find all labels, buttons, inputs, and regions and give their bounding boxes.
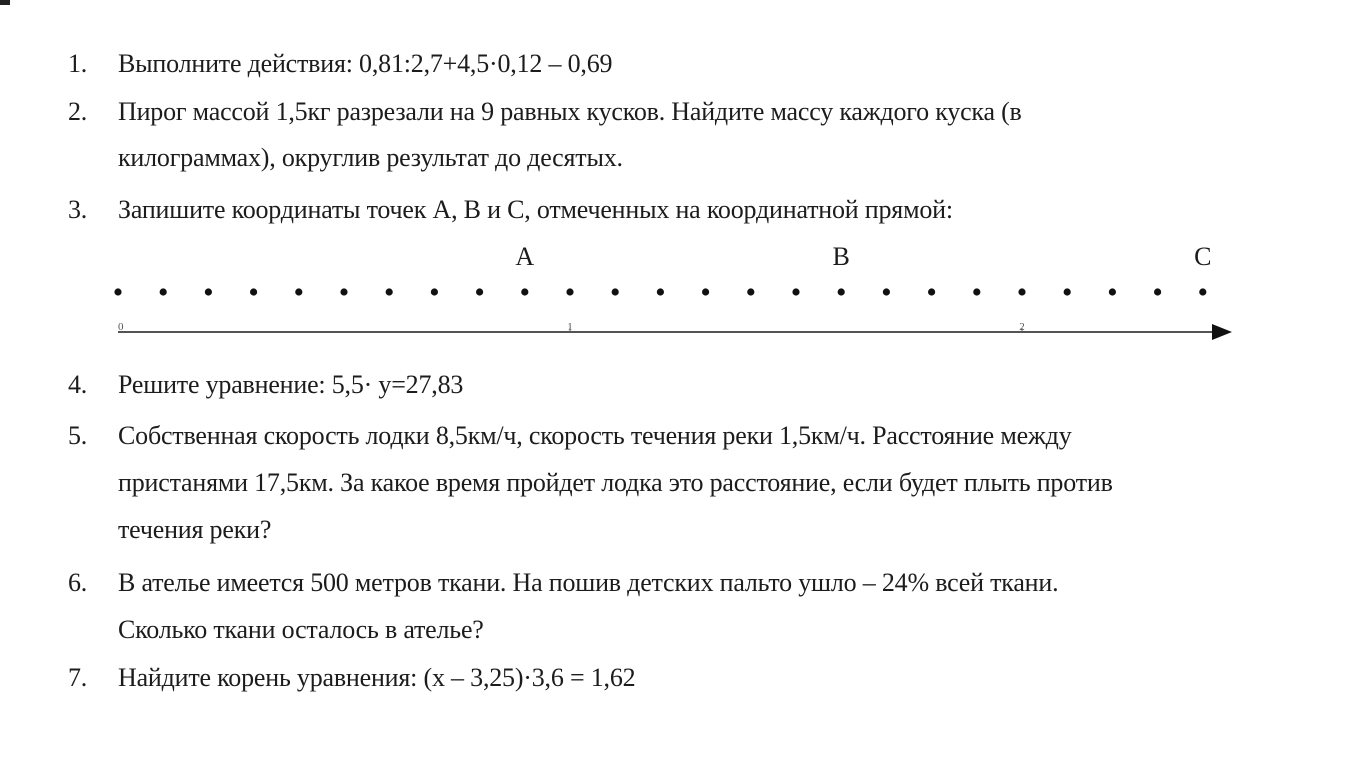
- unit-dot: [205, 288, 212, 295]
- task-2-line-1: Пирог массой 1,5кг разрезали на 9 равных кусков. Найдите массу каждого куска (в: [118, 97, 1022, 126]
- task-6-line-2: Сколько ткани осталось в ателье?: [118, 615, 484, 644]
- task-6-line-1: В ателье имеется 500 метров ткани. На пошив детских пальто ушло – 24% всей ткани.: [118, 568, 1059, 597]
- unit-dot: [566, 288, 573, 295]
- point-label-b: B: [832, 242, 850, 271]
- task-7-line-1: Найдите корень уравнения: (x – 3,25)·3,6 = 1,62: [118, 663, 636, 692]
- task-5-number: 5.: [68, 421, 88, 450]
- task-2-line-2: килограммах), округлив результат до десятых.: [118, 143, 623, 172]
- unit-dot: [702, 288, 709, 295]
- unit-dot: [340, 288, 347, 295]
- axis-arrow-icon: [1212, 324, 1232, 340]
- task-5-line-2: пристанями 17,5км. За какое время пройдет лодка это расстояние, если будет плыть против: [118, 468, 1113, 497]
- unit-dot: [883, 288, 890, 295]
- tick-label: 0: [118, 321, 124, 333]
- task-5-line-3: течения реки?: [118, 515, 272, 544]
- unit-dot: [1199, 288, 1206, 295]
- task-2-number: 2.: [68, 97, 88, 126]
- unit-dot: [1018, 288, 1025, 295]
- unit-dot: [114, 288, 121, 295]
- task-5-line-1: Собственная скорость лодки 8,5км/ч, скорость течения реки 1,5км/ч. Расстояние между: [118, 421, 1072, 450]
- unit-dot: [1064, 288, 1071, 295]
- unit-dot: [838, 288, 845, 295]
- task-3-line-1: Запишите координаты точек A, B и C, отмеченных на координатной прямой:: [118, 195, 953, 224]
- unit-dot: [792, 288, 799, 295]
- unit-dot: [476, 288, 483, 295]
- unit-dot: [973, 288, 980, 295]
- task-1-number: 1.: [68, 49, 88, 78]
- coordinate-line-figure: [100, 238, 1250, 356]
- unit-dot: [295, 288, 302, 295]
- task-1-line-1: Выполните действия: 0,81:2,7+4,5·0,12 – 0,69: [118, 49, 613, 78]
- point-label-a: A: [515, 242, 535, 271]
- tick-label: 2: [1019, 321, 1025, 333]
- unit-dot: [1109, 288, 1116, 295]
- unit-dot: [612, 288, 619, 295]
- unit-dot: [250, 288, 257, 295]
- coordinate-line-svg: [100, 238, 1250, 356]
- unit-dot: [521, 288, 528, 295]
- unit-dot: [928, 288, 935, 295]
- point-label-c: C: [1194, 242, 1212, 271]
- unit-dot: [160, 288, 167, 295]
- task-7-number: 7.: [68, 663, 88, 692]
- unit-dot: [386, 288, 393, 295]
- unit-dot: [1154, 288, 1161, 295]
- unit-dot: [431, 288, 438, 295]
- task-4-number: 4.: [68, 370, 88, 399]
- task-3-number: 3.: [68, 195, 88, 224]
- unit-dot: [657, 288, 664, 295]
- unit-dot: [747, 288, 754, 295]
- top-left-mark: [0, 0, 10, 5]
- task-4-line-1: Решите уравнение: 5,5· y=27,83: [118, 370, 464, 399]
- tick-label: 1: [567, 321, 573, 333]
- task-6-number: 6.: [68, 568, 88, 597]
